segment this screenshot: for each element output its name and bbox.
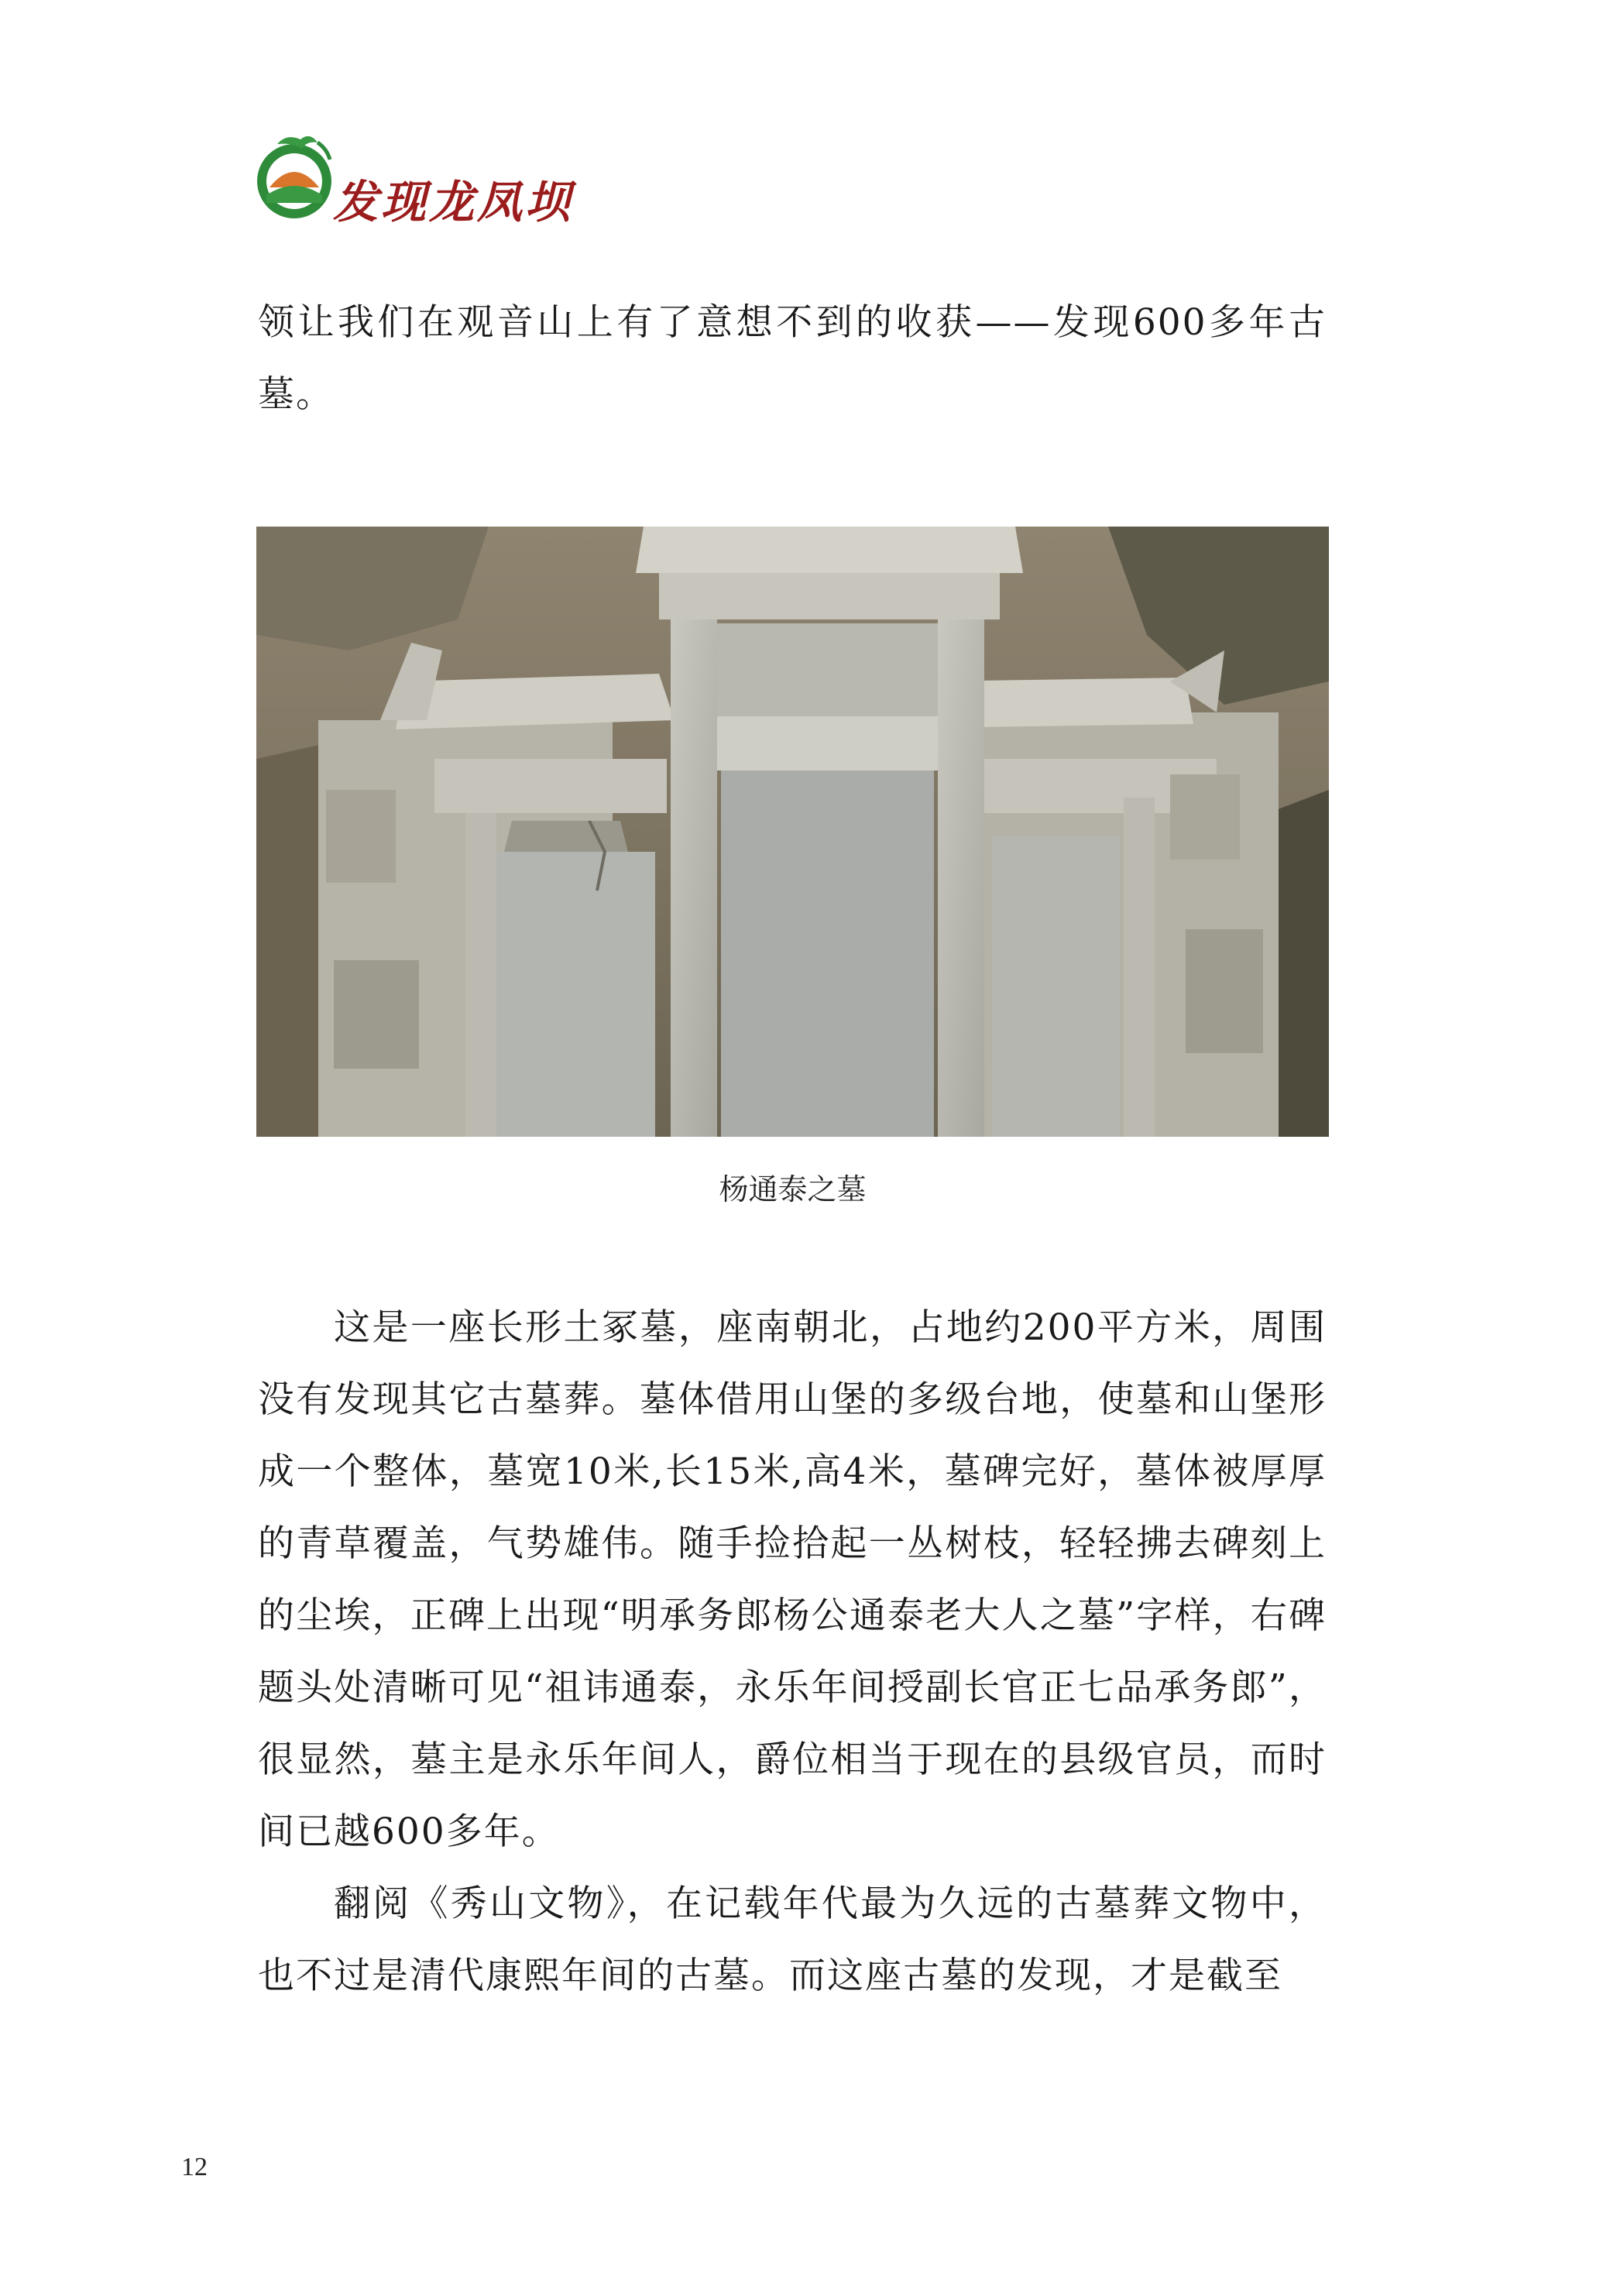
tomb-photo (256, 527, 1329, 1137)
logo-title: 发现龙凤坝 (333, 176, 574, 228)
paragraph-tomb-description: 这是一座长形土冢墓，座南朝北，占地约200平方米，周围没有发现其它古墓葬。墓体借用山堡的多级台地，使墓和山堡形成一个整体，墓宽10米,长15米,高4米，墓碑完好，墓体被厚厚的青草覆盖，气势雄伟。随手捡拾起一丛树枝，轻轻拂去碑刻上的尘埃，正碑上出现“明承务郎杨公通泰老大人之墓”字样，右碑题头处清晰可见“祖讳通泰，永乐年间授副长官正七品承务郎”，很显然，墓主是永乐年间人，爵位相当于现在的县级官员，而时间已越600多年。 (258, 1306, 1327, 1853)
photo-caption: 杨通泰之墓 (719, 1172, 867, 1206)
tomb-photo-image (256, 527, 1329, 1137)
paragraph-intro: 领让我们在观音山上有了意想不到的收获——发现600多年古墓。 (258, 301, 1327, 416)
dragon-phoenix-emblem-icon (256, 125, 341, 234)
page-number: 12 (181, 2153, 208, 2181)
paragraph-records: 翻阅《秀山文物》，在记载年代最为久远的古墓葬文物中，也不过是清代康熙年间的古墓。而这座古墓的发现，才是截至 (258, 1882, 1327, 1997)
logo (256, 125, 612, 234)
